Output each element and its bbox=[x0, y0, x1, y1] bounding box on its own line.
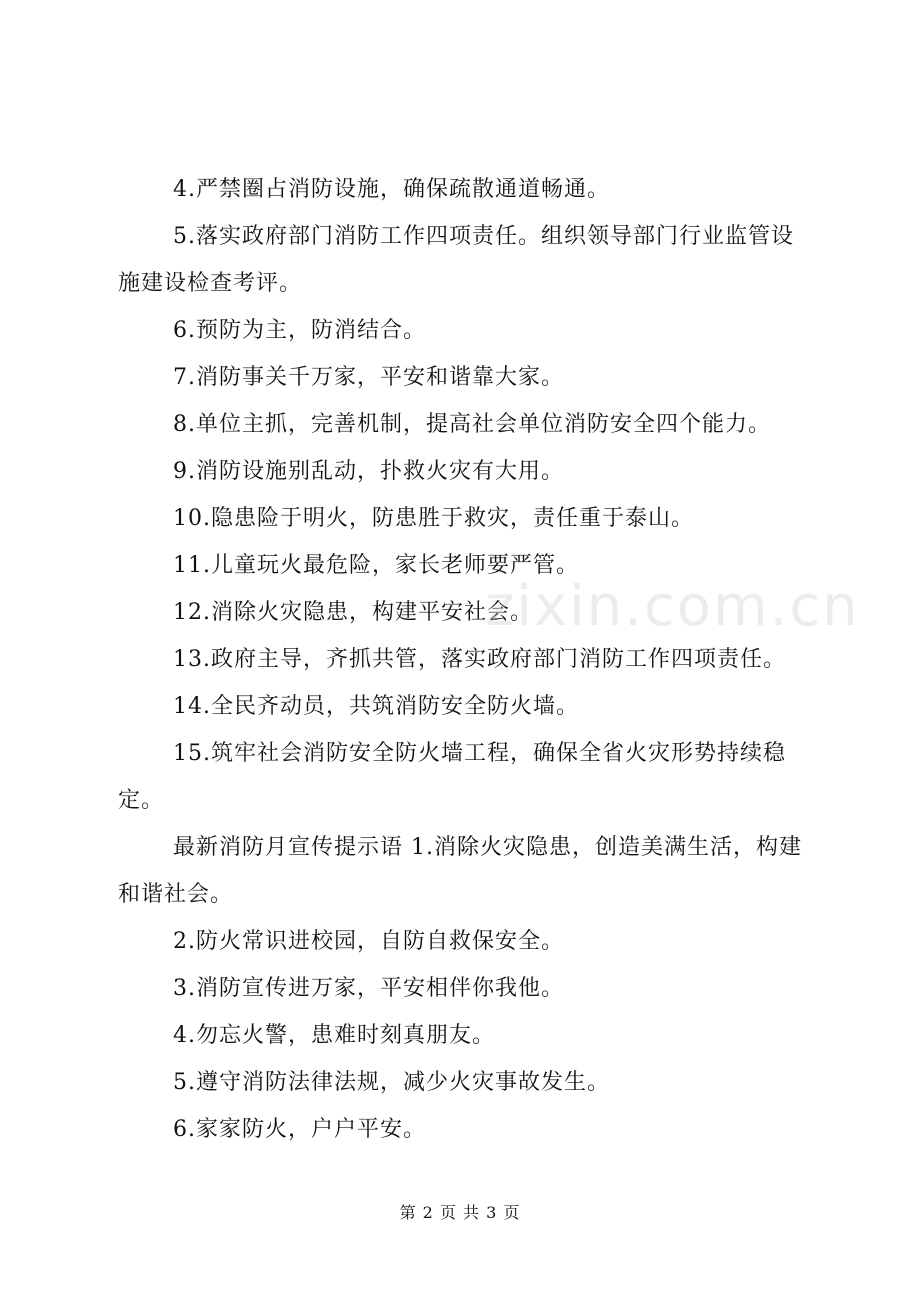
paragraph: 15.筑牢社会消防安全防火墙工程，确保全省火灾形势持续稳定。 bbox=[118, 741, 786, 813]
paragraph: 5.遵守消防法律法规，减少火灾事故发生。 bbox=[173, 1070, 610, 1095]
paragraph: 3.消防宣传进万家，平安相伴你我他。 bbox=[173, 976, 564, 1001]
paragraph: 最新消防月宣传提示语 1.消除火灾隐患，创造美满生活，构建和谐社会。 bbox=[118, 835, 802, 907]
paragraph: 12.消除火灾隐患，构建平安社会。 bbox=[173, 600, 533, 625]
paragraph: 6.预防为主，防消结合。 bbox=[173, 318, 426, 343]
document-body bbox=[118, 166, 808, 1153]
paragraph: 7.消防事关千万家，平安和谐靠大家。 bbox=[173, 365, 564, 390]
paragraph: 9.消防设施别乱动，扑救火灾有大用。 bbox=[173, 459, 564, 484]
paragraph: 5.落实政府部门消防工作四项责任。组织领导部门行业监管设施建设检查考评。 bbox=[118, 224, 794, 296]
paragraph: 4.严禁圈占消防设施，确保疏散通道畅通。 bbox=[173, 177, 610, 202]
page-footer: 第 2 页 共 3 页 bbox=[399, 1203, 521, 1222]
paragraph: 13.政府主导，齐抓共管，落实政府部门消防工作四项责任。 bbox=[173, 647, 786, 672]
paragraph: 4.勿忘火警，患难时刻真朋友。 bbox=[173, 1023, 495, 1048]
paragraph: 10.隐患险于明火，防患胜于救灾，责任重于泰山。 bbox=[173, 506, 694, 531]
paragraph: 14.全民齐动员，共筑消防安全防火墙。 bbox=[173, 694, 579, 719]
paragraph: 11.儿童玩火最危险，家长老师要严管。 bbox=[173, 553, 579, 578]
paragraph: 2.防火常识进校园，自防自救保安全。 bbox=[173, 929, 564, 954]
paragraph: 8.单位主抓，完善机制，提高社会单位消防安全四个能力。 bbox=[173, 412, 771, 437]
watermark: zixin.com.cn bbox=[485, 574, 860, 639]
paragraph: 6.家家防火，户户平安。 bbox=[173, 1117, 426, 1142]
